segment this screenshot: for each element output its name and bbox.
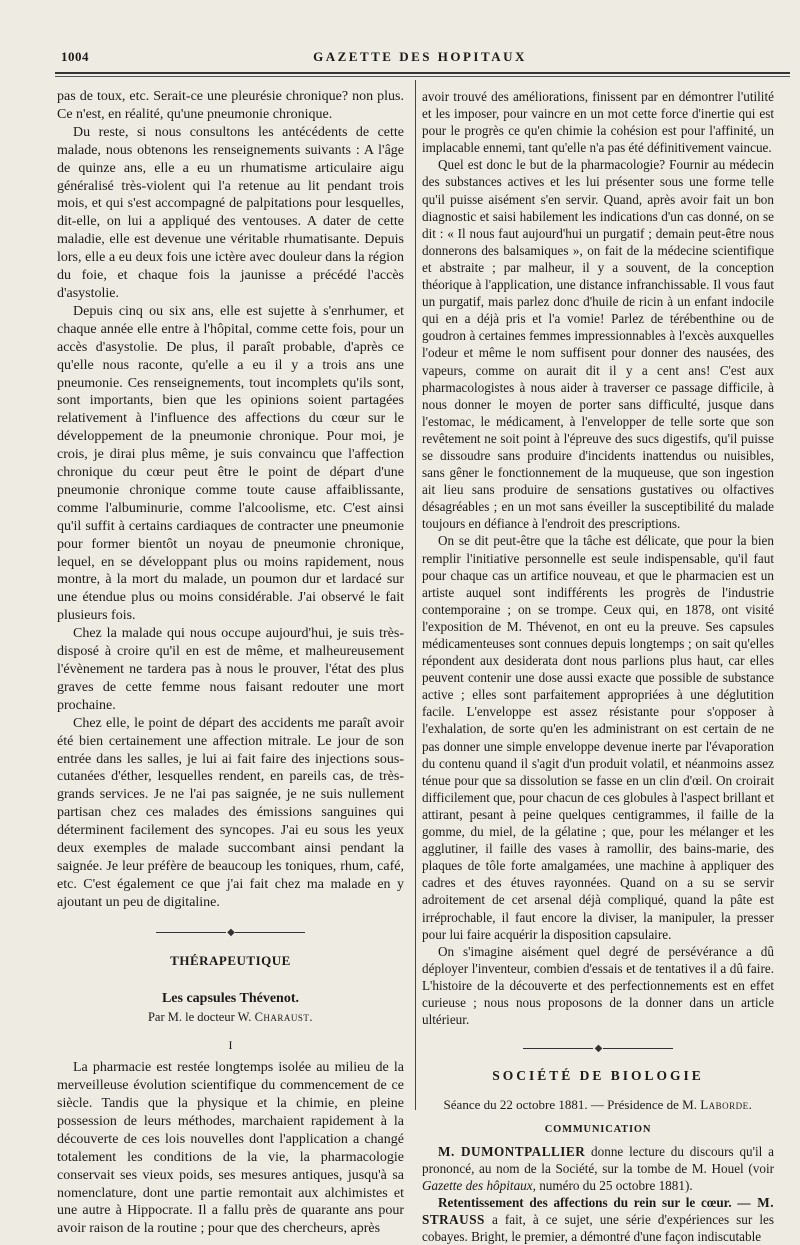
communication-ref: Gazette des hôpitaux, [422, 1177, 536, 1193]
byline-prefix: Par M. le docteur W. [147, 1010, 252, 1025]
paragraph: On se dit peut-être que la tâche est délicate, que pour la bien remplir l'initiative personnelle est seule indispensable, qu'il faut pour chaque cas un artifice nouveau, et que le pharmacien est un artiste auquel sont indifférents les progrès de l'industrie contemporaine ; on se trompe. Ceux qui, en 1878, ont visité l'exposition de M. Thévenot, en ont eu la preuve. Ses capsules médicamenteuses sont connues depuis longtemps ; on sait qu'elles répondent aux desiderata dont nous parlions plus haut, car elles peuvent contenir une dose aussi exacte que possible de substance active ; elles sont parfaitement appropriées à une déglutition facile. L'enveloppe est assez résistante pour s'opposer à l'exhalation, de sorte qu'en les administrant on est certain de ne pas donner une simple enveloppe devenue inerte par l'évaporation du contenu quand il s'agit d'un produit volatil, et néanmoins assez ténue pour que sa dissolution se fasse en un clin d'œil. On croirait difficilement que, pour chacun de ces globules à l'aspect brillant et attirant, pesant à peine quelques centigrammes, il faille de la gomme, du miel, de la gélatine ; que, pour les mélanger et les agglutiner, il faille des vases à ramollir, des bains-marie, des plaques de tôle forte amalgamées, une machine à appliquer des cadres et des étuves rayonnées. Quand on a su se servir adroitement de cet arsenal déjà compliqué, quand la pâte est irréprochable, il faut encore la diviser, la manipuler, la presser pour lui faire acquérir la disposition capsulaire. [422, 533, 774, 942]
ornament-separator: ◆ [57, 924, 404, 942]
paragraph: On s'imagine aisément quel degré de persévérance a dû déployer l'inventeur, combien d'essais et de tentatives il a dû faire. L'histoire de la découverte et des perfectionnements est en effet curieuse ; nous nous proposons de la donner dans un article ultérieur. [422, 943, 774, 1028]
communication-end: numéro du 25 octobre 1881). [539, 1177, 693, 1193]
paragraph: Quel est donc le but de la pharmacologie? Fournir au médecin des substances actives et les lui présenter sous une forme telle qu'il puisse aisément s'en servir. Quand, après avoir fait un bon diagnostic et saisi habilement les indications d'un cas donné, on se dit : « Il nous faut aujourd'hui un purgatif ; demain peut-être nous donnerons des balsamiques », on fait de la médecine scientifique et abstraite ; par malheur, il y a souvent, de la conception théorique à l'application, une distance infranchissable. Il vous faut un purgatif, mais parlez donc d'huile de ricin à un enfant indocile qui en a déjà pris et l'a vomie! Parlez de térébenthine ou de goudron à certaines femmes impressionnables à l'excès auxquelles l'odeur et même le nom suffisent pour donner des nausées, des vapeurs, comme on aurait dit il y a cent ans! C'est aux pharmacologistes à nous aider à traverser ce passage difficile, à nous donner le moyen de porter sans difficulté, jusque dans l'estomac, le médicament, à l'envelopper de telle sorte que son revêtement ne soit point à l'épreuve des sucs digestifs, qu'il puisse se dissoudre sans produire d'incidents inattendus ou nuisibles, sans gêner le fonctionnement de la muqueuse, que son ingestion ait lieu sans produire de sensations gustatives ou olfactives désagréables ; en un mot sans éveiller la susceptibilité du malade toujours en défiance à l'endroit des prescriptions. [422, 157, 774, 532]
last-paragraph [422, 1194, 774, 1245]
last-text: a fait, à ce sujet, une série d'expériences sur les cobayes. Bright, le premier, a démontré d'une façon indiscutable [422, 1211, 774, 1244]
column-divider [415, 80, 416, 1110]
page-number: 1004 [61, 49, 89, 64]
ornament-separator: ◆ [422, 1040, 774, 1057]
seance-president: Laborde. [700, 1097, 753, 1113]
journal-title: GAZETTE DES HOPITAUX [313, 49, 527, 64]
paragraph: Du reste, si nous consultons les antécédents de cette malade, nous obtenons les renseignements suivants : A l'âge de quinze ans, elle a eu un rhumatisme articulaire aigu généralisé très-violent qui l'a retenue au lit pendant trois mois, et qui s'est accompagné de palpitations pour lesquelles, dit-elle, on lui a appliqué des ventouses. A dater de cette maladie, elle est devenue une véritable rhumatisante. Depuis lors, elle a eu deux fois une ictère avec douleur dans la région du foie, et chaque fois la jaunisse a précédé l'accès d'asystolie. [57, 124, 404, 301]
seance-date: Séance du 22 octobre 1881. — Présidence de M. [443, 1097, 697, 1113]
communication-author: M. DUMONTPALLIER [438, 1143, 586, 1159]
paragraph: pas de toux, etc. Serait-ce une pleurésie chronique? non plus. Ce n'est, en réalité, qu'une pneumonie chronique. [57, 89, 404, 122]
communication-heading: COMMUNICATION [544, 1124, 652, 1136]
header-rule-thin [55, 76, 790, 77]
section-title-therapeutique: THÉRAPEUTIQUE [170, 952, 291, 968]
communication-text: donne lecture du discours qu'il a prononcé, au nom de la Société, sur la tombe de M. Houel (voir [422, 1143, 774, 1176]
paragraph: Chez la malade qui nous occupe aujourd'hui, je suis très-disposé à croire qu'il en est de même, et malheureusement l'évènement ne tardera pas à nous le prouver, l'état des plus graves de cette femme nous faisant redouter une mort prochaine. [57, 626, 404, 713]
seance-line [422, 1096, 774, 1113]
paragraph: avoir trouvé des améliorations, finissent par en démontrer l'utilité et les imposer, pour vaincre en un mot cette force d'inertie qui est pour le progrès ce qu'en chimie la cohésion est pour l'affinité, un implacable ennemi, tant qu'elle n'a pas été définitivement vaincue. [422, 89, 774, 156]
right-column [422, 88, 774, 1244]
paragraph: La pharmacie est restée longtemps isolée au milieu de la merveilleuse évolution scientifique du commencement de ce siècle. Tandis que la physique et la chimie, en pleine possession de leurs méthodes, marchaient rapidement à la découverte de ces lois nouvelles dont l'application a changé totalement les conditions de la vie, la pharmacologie conservait ses vieux poids, ses mesures antiques, jusqu'à sa nomenclature, dont une partie remontait aux alchimistes et une autre à Hippocrate. Il a fallu près de quarante ans pour avoir raison de la routine ; pour que des chercheurs, après [57, 1060, 404, 1237]
article-title: Les capsules Thévenot. [161, 990, 300, 1006]
byline [57, 1009, 404, 1027]
paragraph: Depuis cinq ou six ans, elle est sujette à s'enrhumer, et chaque année elle entre à l'hôpital, comme cette fois, pour un accès d'asystolie. De plus, il paraît probable, d'après ce qu'elle nous raconte, qu'elle a eu il y a trois ans une pneumonie. Ces renseignements, tout incomplets qu'ils sont, sont importants, bien que les opinions soient partagées relativement à l'influence des affections du cœur sur le développement de la pneumonie chronique. Pour moi, je crois, je dirai plus même, je suis convaincu que l'affection chronique du cœur peut être le point de départ d'une pneumonie chronique comme toute cause affaiblissante, comme l'albuminurie, comme l'alcoolisme, etc. C'est ainsi qu'il suffit à certains cardiaques de contracter une pneumonie pour former bientôt un noyau de pneumonie chronique, lequel, en se développant plus ou moins rapidement, nous montre, à la mort du malade, un poumon dur et lardacé sur une étendue plus ou moins considérable. J'ai observé le fait plusieurs fois. [57, 303, 404, 624]
roman-numeral: I [228, 1038, 233, 1053]
last-title: Retentissement des affections du rein sur le cœur. [438, 1194, 732, 1210]
paragraph: Chez elle, le point de départ des accidents me paraît avoir été bien certainement une affection mitrale. Le jour de son entrée dans les salles, je lui ai fait faire des injections sous-cutanées d'éther, lesquelles rendent, en pareils cas, de très-grands services. Je ne l'ai pas saignée, je ne suis nullement partisan chez ces malades des émissions sanguines qui déterminent facilement des syncopes. J'ai eu sous les yeux deux exemples de malade succombant ainsi pendant la saignée. Je leur préfère de beaucoup les toniques, rhum, café, etc. C'est également ce que j'ai fait chez ma malade en y ajoutant un peu de digitaline. [57, 715, 404, 910]
header-rule [55, 72, 790, 74]
byline-author: Charaust. [254, 1010, 314, 1025]
page-header [55, 44, 785, 66]
communication-paragraph [422, 1143, 774, 1194]
left-column [57, 88, 404, 1237]
section-title-societe-biologie: SOCIÉTÉ DE BIOLOGIE [492, 1068, 704, 1084]
last-author: — M. STRAUSS [422, 1194, 774, 1227]
